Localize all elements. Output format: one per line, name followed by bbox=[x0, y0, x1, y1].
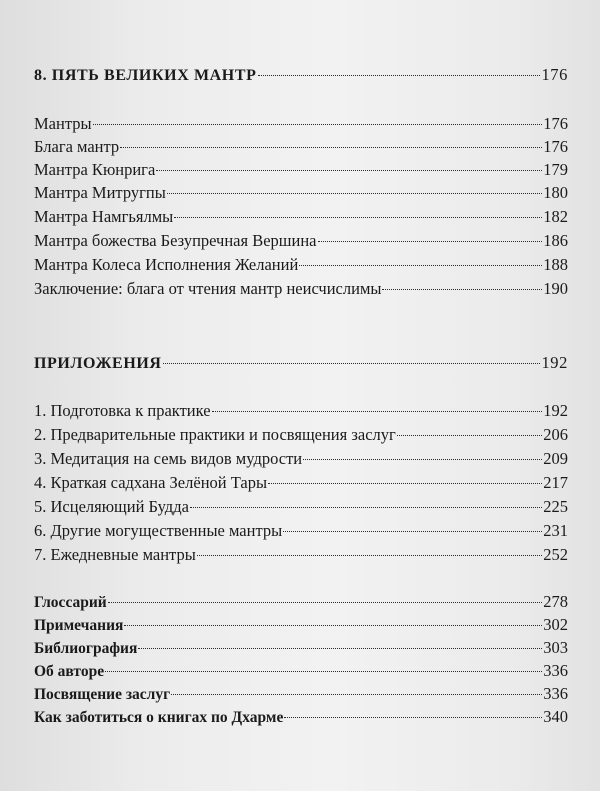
dot-leader bbox=[397, 435, 542, 436]
dot-leader bbox=[197, 555, 542, 556]
dot-leader bbox=[382, 289, 542, 290]
toc-entry-title: Мантра Кюнрига bbox=[34, 160, 156, 179]
toc-entry-title: 6. Другие могущественные мантры bbox=[34, 521, 283, 540]
toc-entry bbox=[34, 113, 568, 135]
toc-entry-title: Заключение: блага от чтения мантр неисчислимы bbox=[34, 279, 382, 298]
dot-leader bbox=[303, 459, 542, 460]
dot-leader bbox=[156, 170, 542, 171]
toc-entry-title: Мантра Колеса Исполнения Желаний bbox=[34, 255, 299, 274]
toc-entry-title: Мантра божества Безупречная Вершина bbox=[34, 231, 317, 250]
toc-page-number: 340 bbox=[543, 707, 568, 726]
toc-entry-title: 7. Ежедневные мантры bbox=[34, 545, 196, 564]
toc-entry-title: 1. Подготовка к практике bbox=[34, 401, 211, 420]
toc-entry bbox=[34, 472, 568, 494]
toc-page-number: 209 bbox=[543, 449, 568, 468]
toc-entry bbox=[34, 448, 568, 470]
toc-appendices-heading bbox=[34, 352, 568, 374]
toc-page-number: 336 bbox=[543, 684, 568, 703]
toc-page-number: 192 bbox=[543, 401, 568, 420]
toc-page-number: 176 bbox=[543, 137, 568, 156]
toc-entry-title: 4. Краткая садхана Зелёной Тары bbox=[34, 473, 268, 492]
toc-back-matter-entry bbox=[34, 706, 568, 728]
toc-entry bbox=[34, 496, 568, 518]
toc-entry bbox=[34, 520, 568, 542]
dot-leader bbox=[120, 147, 542, 148]
toc-back-matter-entry bbox=[34, 683, 568, 705]
toc-entry-title: Мантра Намгьялмы bbox=[34, 207, 174, 226]
toc-entry bbox=[34, 230, 568, 252]
dot-leader bbox=[108, 602, 543, 603]
toc-entry bbox=[34, 136, 568, 158]
dot-leader bbox=[171, 694, 542, 695]
toc-page-number: 217 bbox=[543, 473, 568, 492]
dot-leader bbox=[318, 241, 543, 242]
toc-entry-title: 5. Исцеляющий Будда bbox=[34, 497, 189, 516]
toc-page-number: 179 bbox=[543, 160, 568, 179]
toc-page-number: 252 bbox=[543, 545, 568, 564]
dot-leader bbox=[93, 124, 543, 125]
toc-page-number: 188 bbox=[543, 255, 568, 274]
toc-back-matter-entry bbox=[34, 637, 568, 659]
dot-leader bbox=[190, 507, 542, 508]
toc-entry bbox=[34, 278, 568, 300]
toc-entry-title: Мантра Митругпы bbox=[34, 183, 166, 202]
toc-entry bbox=[34, 400, 568, 422]
toc-entry-title: Мантры bbox=[34, 114, 92, 133]
toc-page-number: 231 bbox=[543, 521, 568, 540]
dot-leader bbox=[124, 625, 542, 626]
toc-entry-title: Об авторе bbox=[34, 663, 105, 680]
dot-leader bbox=[212, 411, 543, 412]
toc-entry-title: Примечания bbox=[34, 617, 124, 634]
toc-entry bbox=[34, 159, 568, 181]
toc-page-number: 336 bbox=[543, 661, 568, 680]
toc-entry-title: 2. Предварительные практики и посвящения заслуг bbox=[34, 425, 396, 444]
toc-entry bbox=[34, 424, 568, 446]
toc-entry-title: 8. ПЯТЬ ВЕЛИКИХ МАНТР bbox=[34, 67, 257, 84]
toc-entry-title: 3. Медитация на семь видов мудрости bbox=[34, 449, 303, 468]
dot-leader bbox=[167, 193, 542, 194]
dot-leader bbox=[174, 217, 542, 218]
dot-leader bbox=[138, 648, 542, 649]
toc-back-matter-entry bbox=[34, 614, 568, 636]
dot-leader bbox=[284, 717, 542, 718]
toc-back-matter-entry bbox=[34, 660, 568, 682]
toc-page-number: 190 bbox=[543, 279, 568, 298]
toc-page-number: 182 bbox=[543, 207, 568, 226]
toc-entry-title: Блага мантр bbox=[34, 137, 120, 156]
toc-page-number: 176 bbox=[543, 114, 568, 133]
toc-page-number: 192 bbox=[541, 353, 568, 372]
toc-entry bbox=[34, 182, 568, 204]
toc-page-number: 206 bbox=[543, 425, 568, 444]
toc-chapter-heading bbox=[34, 64, 568, 86]
dot-leader bbox=[299, 265, 542, 266]
toc-page-number: 186 bbox=[543, 231, 568, 250]
toc-entry bbox=[34, 206, 568, 228]
toc-entry-title: Как заботиться о книгах по Дхарме bbox=[34, 709, 284, 726]
dot-leader bbox=[105, 671, 542, 672]
toc-entry-title: Глоссарий bbox=[34, 594, 107, 611]
toc-page-number: 180 bbox=[543, 183, 568, 202]
toc-entry bbox=[34, 544, 568, 566]
dot-leader bbox=[283, 531, 542, 532]
toc-page-number: 303 bbox=[543, 638, 568, 657]
toc-page-number: 176 bbox=[541, 65, 568, 84]
dot-leader bbox=[163, 363, 541, 364]
toc-page-number: 225 bbox=[543, 497, 568, 516]
dot-leader bbox=[258, 75, 541, 76]
toc-entry-title: Посвящение заслуг bbox=[34, 686, 171, 703]
toc-back-matter-entry bbox=[34, 591, 568, 613]
toc-entry-title: ПРИЛОЖЕНИЯ bbox=[34, 355, 162, 372]
toc-entry-title: Библиография bbox=[34, 640, 138, 657]
dot-leader bbox=[268, 483, 542, 484]
toc-page-number: 302 bbox=[543, 615, 568, 634]
toc-entry bbox=[34, 254, 568, 276]
toc-page-number: 278 bbox=[543, 592, 568, 611]
